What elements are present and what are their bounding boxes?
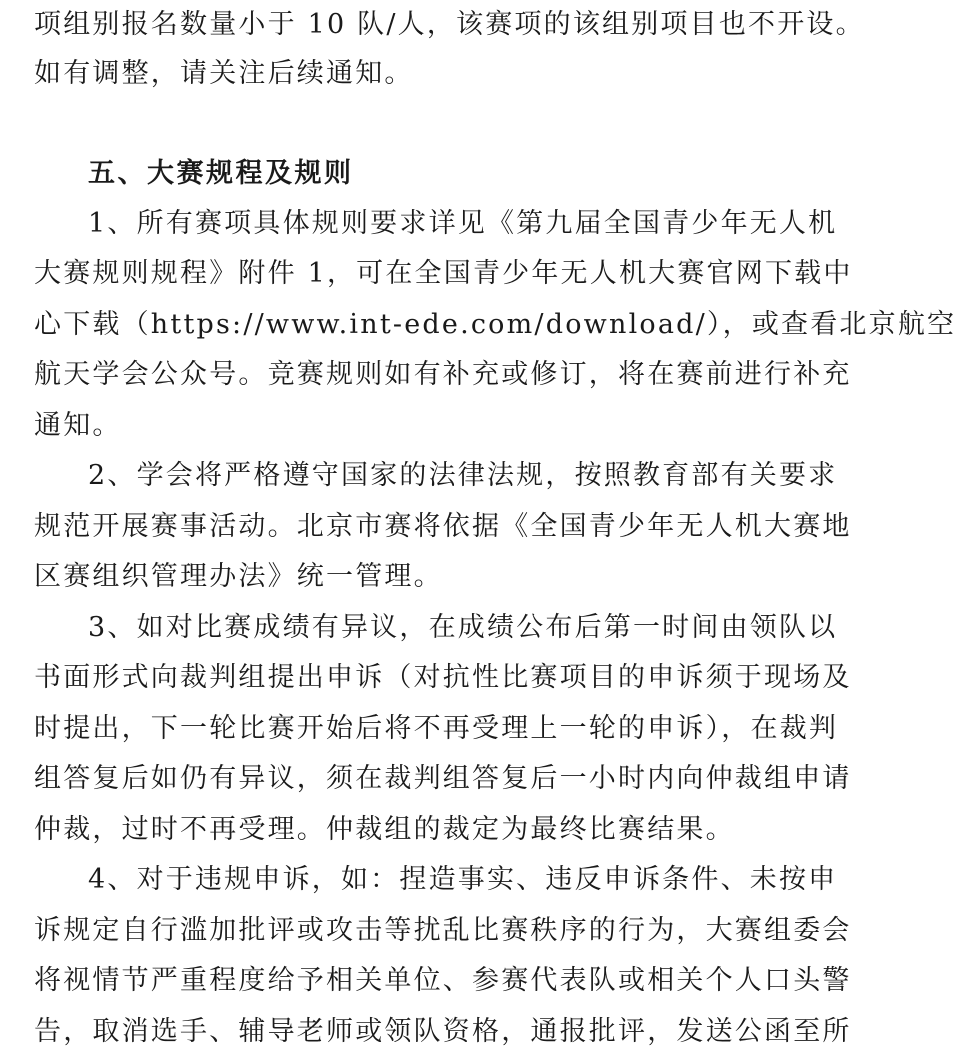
section-heading: 五、大赛规程及规则: [88, 158, 354, 189]
text-line: 如有调整，请关注后续通知。: [34, 58, 414, 89]
text-line: 3、如对比赛成绩有异议，在成绩公布后第一时间由领队以: [88, 612, 838, 643]
text-line: 时提出，下一轮比赛开始后将不再受理上一轮的申诉），在裁判: [34, 713, 839, 744]
text-line: 1、所有赛项具体规则要求详见《第九届全国青少年无人机: [88, 208, 838, 239]
text-line: 告，取消选手、辅导老师或领队资格，通报批评，发送公函至所: [34, 1016, 852, 1047]
text-line: 组答复后如仍有异议，须在裁判组答复后一小时内向仲裁组申请: [34, 763, 852, 794]
text-line: 将视情节严重程度给予相关单位、参赛代表队或相关个人口头警: [34, 965, 852, 996]
text-line: 书面形式向裁判组提出申诉（对抗性比赛项目的申诉须于现场及: [34, 662, 852, 693]
text-line: 心下载（https://www.int-ede.com/download/），或查看北京航空: [34, 309, 956, 340]
text-line: 区赛组织管理办法》统一管理。: [34, 561, 443, 592]
text-line: 通知。: [34, 410, 122, 441]
text-line: 2、学会将严格遵守国家的法律法规，按照教育部有关要求: [88, 460, 838, 491]
text-line: 规范开展赛事活动。北京市赛将依据《全国青少年无人机大赛地: [34, 511, 852, 542]
text-line: 诉规定自行滥加批评或攻击等扰乱比赛秩序的行为，大赛组委会: [34, 915, 852, 946]
text-line: 航天学会公众号。竞赛规则如有补充或修订，将在赛前进行补充: [34, 359, 852, 390]
text-line: 4、对于违规申诉，如：捏造事实、违反申诉条件、未按申: [88, 864, 838, 895]
text-line: 项组别报名数量小于 10 队/人，该赛项的该组别项目也不开设。: [34, 9, 865, 40]
text-line: 仲裁，过时不再受理。仲裁组的裁定为最终比赛结果。: [34, 814, 735, 845]
text-line: 大赛规则规程》附件 1，可在全国青少年无人机大赛官网下载中: [34, 258, 853, 289]
